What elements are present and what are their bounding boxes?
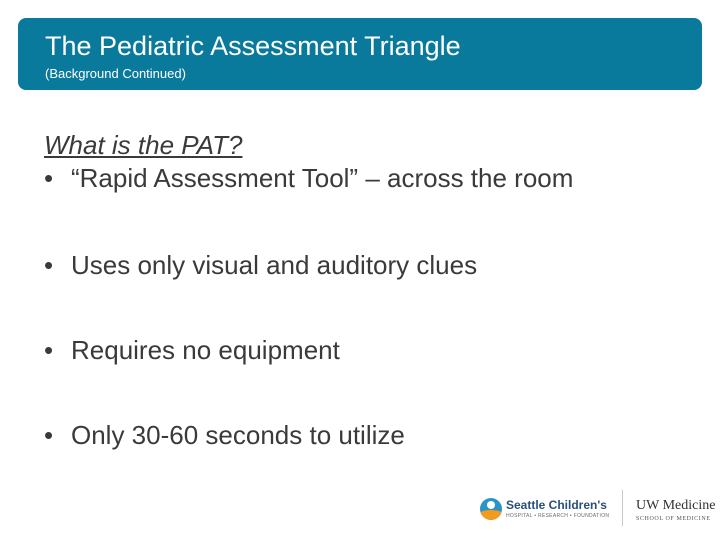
footer-logos [478,488,720,528]
bullet-icon: • [44,250,54,280]
slide-body [44,128,664,452]
seattle-childrens-name: Seattle Children's [506,498,607,512]
seattle-childrens-logo [480,496,620,528]
bullet-item [44,419,664,452]
bullet-text: Requires no equipment [71,335,340,365]
seattle-childrens-mark-icon [480,498,502,520]
bullet-text: “Rapid Assessment Tool” – across the room [71,163,574,193]
uw-medicine-name: UW Medicine [636,498,716,513]
bullet-text: Uses only visual and auditory clues [71,250,478,280]
bullet-list [44,162,664,452]
bullet-icon: • [44,163,54,193]
title-banner [18,18,702,90]
bullet-item [44,334,664,367]
section-question: What is the PAT? [44,130,243,160]
slide-subtitle: (Background Continued) [45,66,186,81]
seattle-childrens-tagline: HOSPITAL • RESEARCH • FOUNDATION [506,513,610,519]
uw-medicine-logo [636,498,720,528]
bullet-item [44,249,664,282]
slide-title: The Pediatric Assessment Triangle [45,31,461,61]
bullet-text: Only 30-60 seconds to utilize [71,420,405,450]
bullet-icon: • [44,335,54,365]
uw-medicine-subtitle: SCHOOL OF MEDICINE [636,516,711,522]
bullet-item [44,162,664,195]
bullet-icon: • [44,420,54,450]
logo-divider [622,490,623,526]
